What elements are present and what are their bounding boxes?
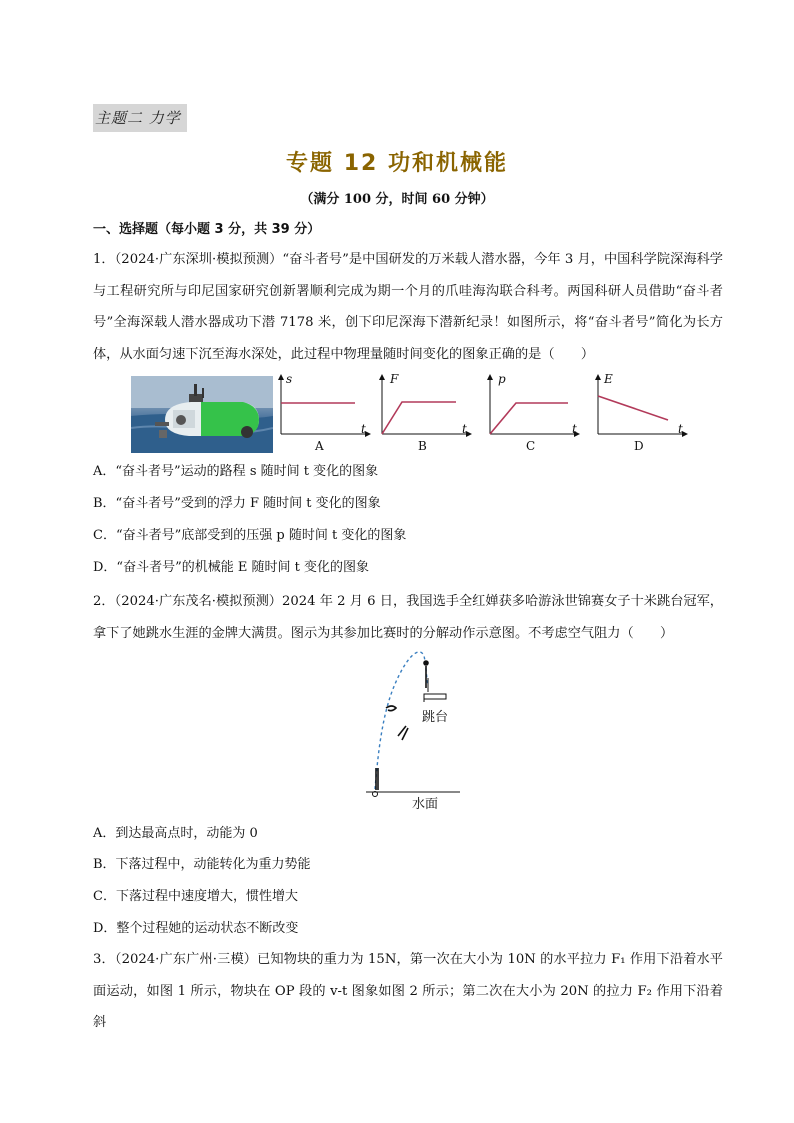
question-2-option-c[interactable]: C．下落过程中速度增大，惯性增大	[93, 889, 298, 904]
question-1-option-d[interactable]: D．“奋斗者号”的机械能 E 随时间 t 变化的图象	[93, 560, 369, 575]
question-2-option-a[interactable]: A．到达最高点时，动能为 0	[93, 826, 258, 841]
graph-c-ylabel: p	[498, 372, 506, 386]
page-title: 专题 12 功和机械能	[286, 151, 508, 176]
graph-c-xlabel: t	[572, 422, 577, 436]
diver-poses	[376, 661, 428, 790]
graph-b	[376, 372, 480, 456]
question-3-stem: 3．（2024·广东广州·三模）已知物块的重力为 15N，第一次在大小为 10N 的水平拉力 F₁ 作用下沿着水平面运动，如图 1 所示，物块在 OP 段的 v-t 图象如图 2 所示；第二次在大小为 20N 的拉力 F₂ 作用下沿着斜	[93, 952, 723, 1030]
question-1-option-c[interactable]: C．“奋斗者号”底部受到的压强 p 随时间 t 变化的图象	[93, 528, 407, 543]
graph-a-ylabel: s	[286, 372, 293, 386]
diving-figure	[360, 644, 470, 814]
graph-b-ylabel: F	[390, 372, 399, 386]
diving-trajectory	[375, 652, 428, 789]
submersible-photo	[131, 376, 273, 453]
graph-d	[592, 372, 696, 456]
question-2-option-b[interactable]: B．下落过程中，动能转化为重力势能	[93, 857, 311, 872]
graph-c-curve	[490, 403, 568, 434]
graph-b-xlabel: t	[462, 422, 467, 436]
page-subtitle: （满分 100 分，时间 60 分钟）	[300, 192, 494, 207]
platform-label: 跳台	[422, 710, 449, 725]
graph-d-ylabel: E	[604, 372, 613, 386]
question-1-stem: 1．（2024·广东深圳·模拟预测）“奋斗者号”是中国研发的万米载人潜水器，今年 3 月，中国科学院深海科学与工程研究所与印尼国家研究创新署顺利完成为期一个月的爪哇海沟联合科考。两国科研人员借助“奋斗者号”全海深载人潜水器成功下潜 7178 米，创下印尼深海下潜新纪录！如图所示，将“奋斗者号”简化为长方体，从水面匀速下沉至海水深处，此过程中物理量随时间变化的图象正确的是（ ）	[93, 252, 723, 362]
question-2-option-d[interactable]: D．整个过程她的运动状态不断改变	[93, 921, 299, 936]
question-1-option-a[interactable]: A．“奋斗者号”运动的路程 s 随时间 t 变化的图象	[93, 464, 379, 479]
graph-c-caption: C	[526, 439, 536, 453]
graph-b-curve	[382, 402, 456, 434]
topic-tag: 主题二 力学	[93, 104, 187, 132]
graph-a	[275, 372, 379, 456]
graph-d-curve	[598, 396, 668, 420]
platform	[424, 694, 446, 699]
graph-b-caption: B	[418, 439, 427, 453]
question-2-stem: 2．（2024·广东茂名·模拟预测）2024 年 2 月 6 日，我国选手全红婵获多哈游泳世锦赛女子十米跳台冠军，拿下了她跳水生涯的金牌大满贯。图示为其参加比赛时的分解动作示意图。不考虑空气阻力（ ）	[93, 594, 723, 641]
graph-a-caption: A	[315, 439, 324, 453]
graph-d-caption: D	[634, 439, 644, 453]
graph-a-xlabel: t	[361, 422, 366, 436]
graph-d-xlabel: t	[678, 422, 683, 436]
graph-c	[484, 372, 588, 456]
section-heading: 一、选择题（每小题 3 分，共 39 分）	[93, 222, 321, 237]
question-1-option-b[interactable]: B．“奋斗者号”受到的浮力 F 随时间 t 变化的图象	[93, 496, 381, 511]
water-label: 水面	[412, 797, 439, 812]
